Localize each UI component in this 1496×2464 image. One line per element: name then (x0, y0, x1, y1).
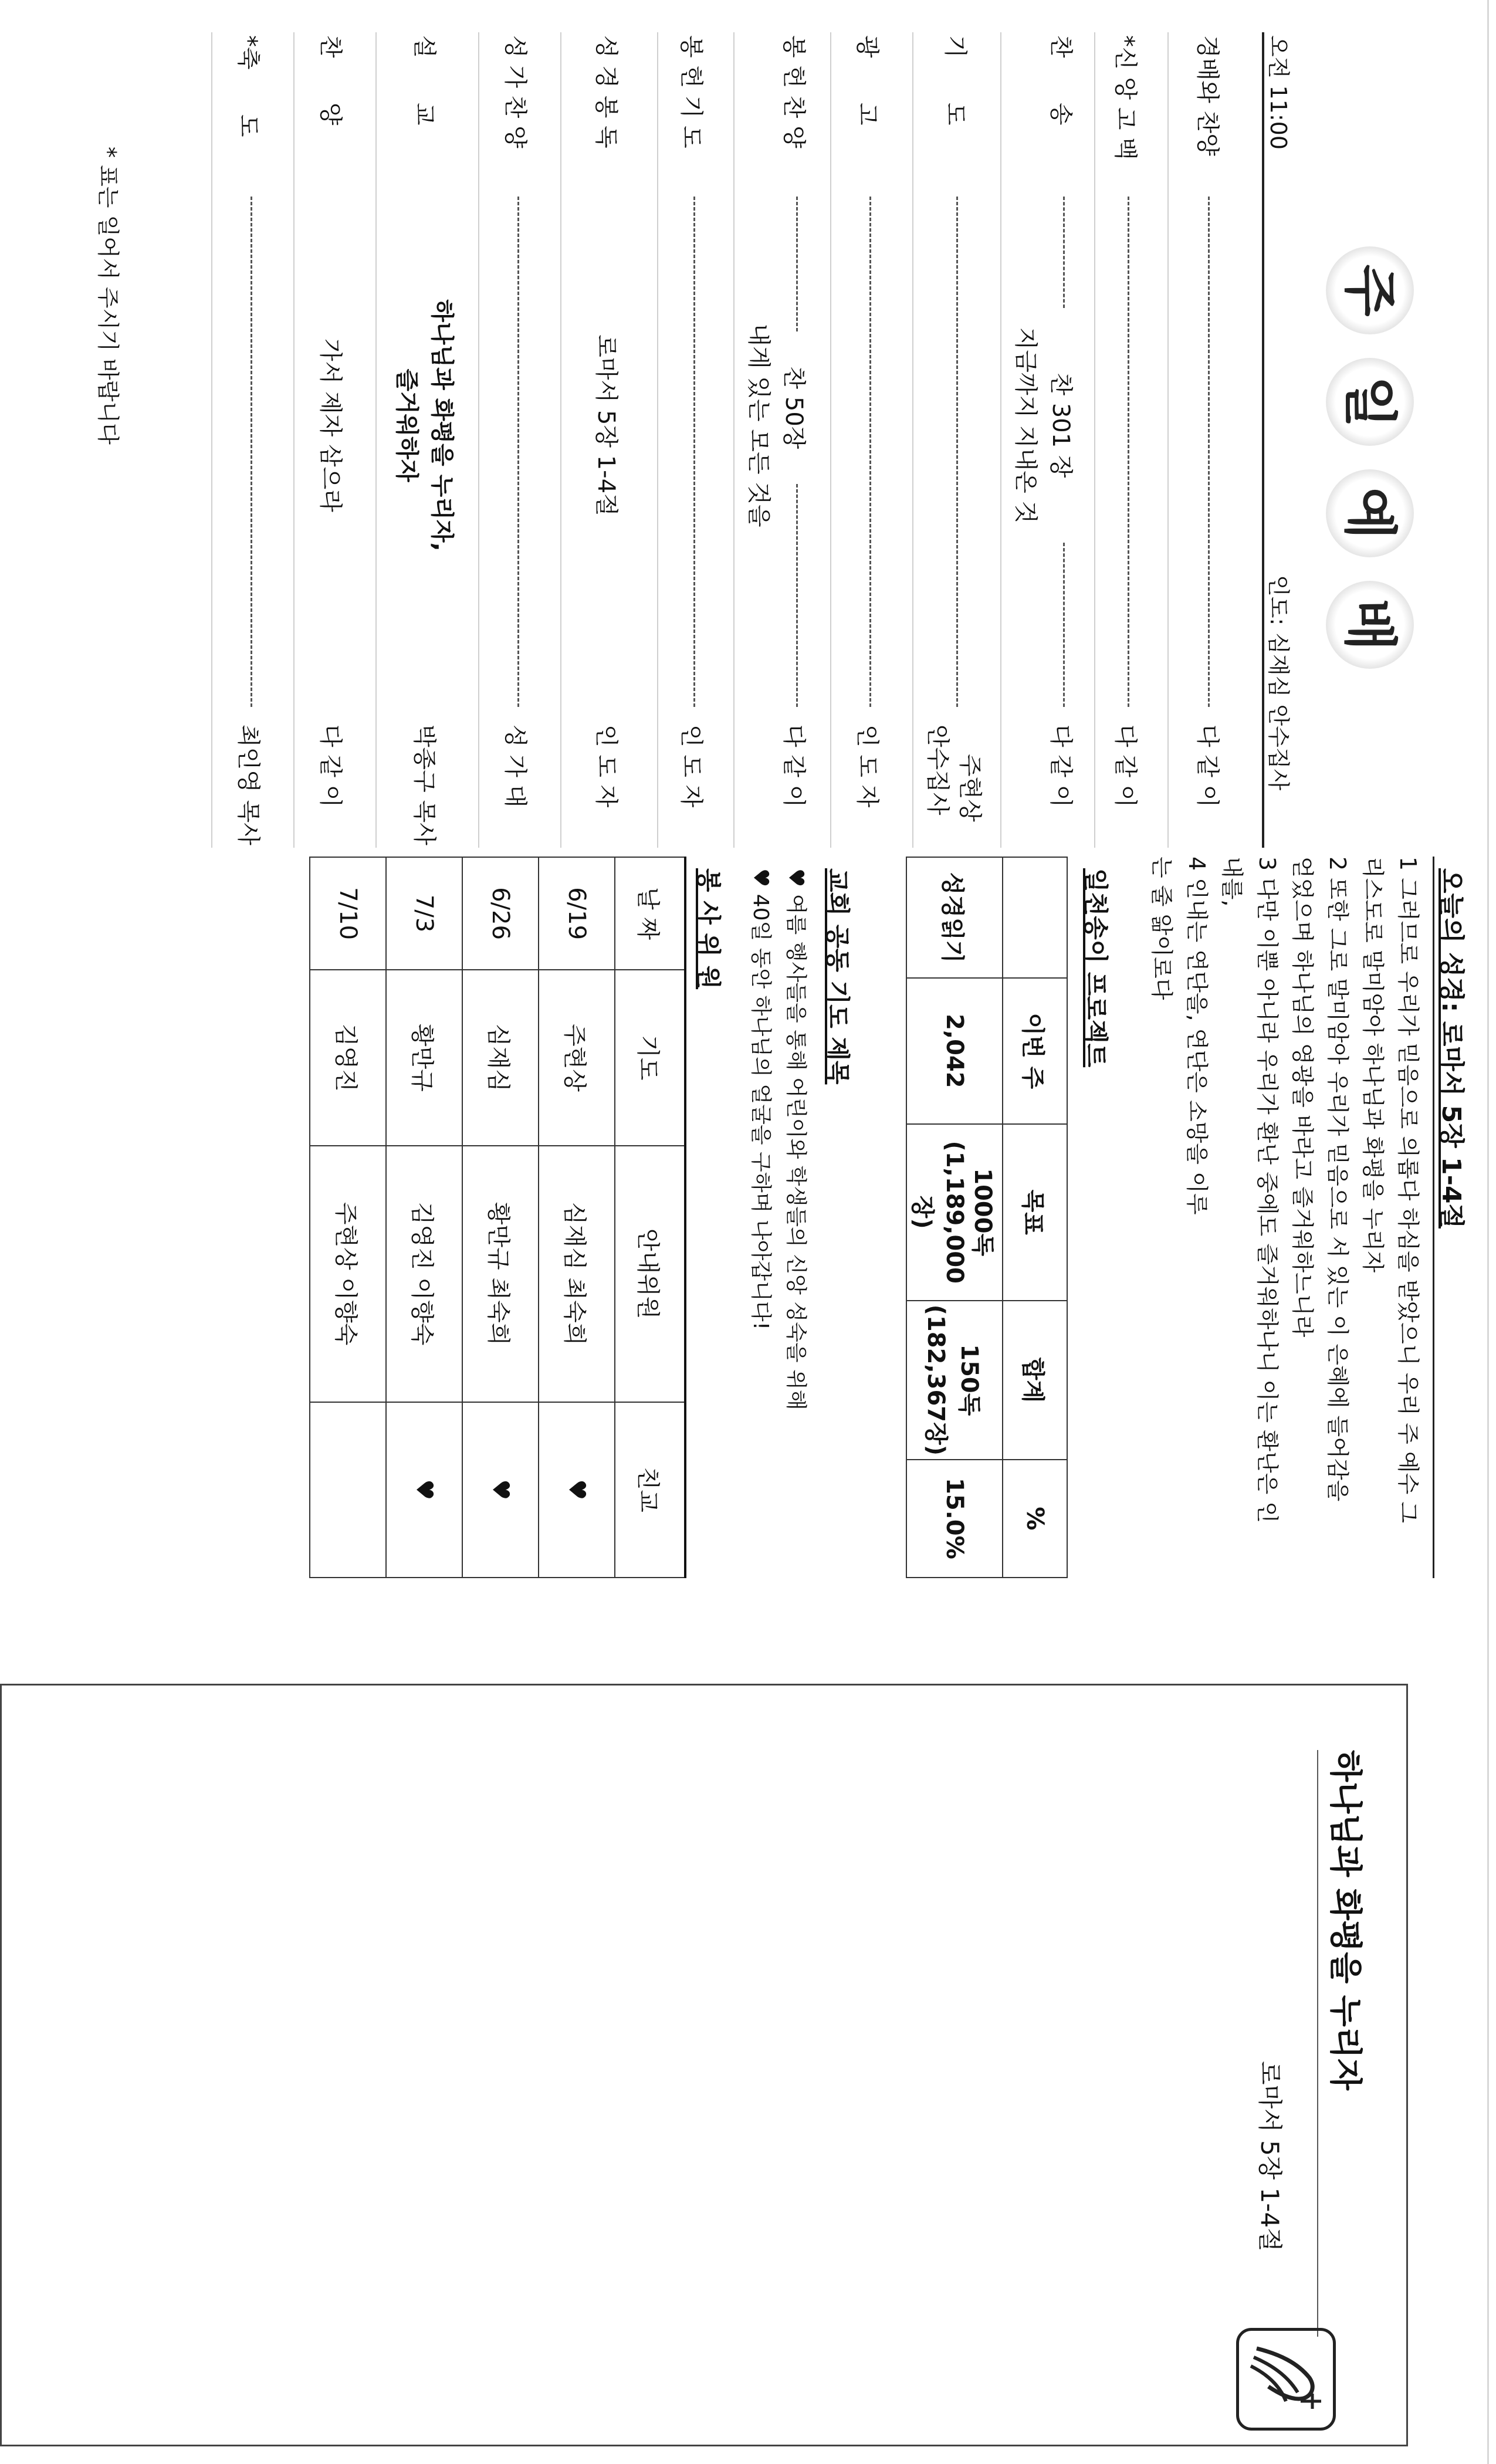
row-divider (211, 32, 212, 848)
order-leader-dash (956, 197, 958, 707)
standing-note: * 표는 일어서 주시기 바랍니다 (95, 147, 121, 445)
hymn-title: 내게 있는 모든 것을 (745, 323, 772, 527)
order-label: 봉 헌 기 도 (678, 35, 705, 148)
project-col-header: % (1003, 1460, 1067, 1578)
service-col-header: 날 짜 (615, 857, 685, 970)
scripture-line: 얻었으며 하나님의 영광을 바라고 즐거워하느니라 (1289, 857, 1315, 1338)
service-fellowship: ♥ (462, 1402, 539, 1578)
worship-order-panel (0, 0, 1496, 845)
order-performer-title: 안수집사 (924, 725, 951, 815)
row-divider (657, 32, 658, 848)
order-top-rule (1262, 32, 1264, 848)
service-date: 6/19 (539, 857, 615, 970)
info-panel (0, 857, 1496, 1584)
service-date: 6/26 (462, 857, 539, 970)
sermon-title-line2: 즐거워하자 (393, 368, 420, 482)
order-performer: 최인영 목사 (235, 725, 262, 845)
back-cover (0, 1684, 1408, 2446)
praying-hands-drawing (1239, 2331, 1333, 2428)
service-fellowship (310, 1402, 386, 1578)
order-performer: 다 같 이 (1047, 725, 1074, 808)
project-header-row (1003, 857, 1067, 1578)
service-time: 오전 11:00 (1265, 35, 1291, 150)
service-row (462, 857, 539, 1578)
service-table (309, 857, 686, 1578)
prayer-item: ♥ 40일 동안 하나님의 얼굴을 구하며 나아갑니다! (749, 868, 773, 1331)
project-header: 일천송이 프로젝트 (1081, 868, 1110, 1068)
row-divider (912, 32, 913, 848)
order-leader-dash (1208, 197, 1210, 707)
project-goal-value: 1000독 (969, 1168, 996, 1257)
back-cover-rule (1317, 1750, 1318, 2337)
project-col-header (1003, 857, 1067, 978)
prayer-item-text: 40일 동안 하나님의 얼굴을 구하며 나아갑니다! (749, 893, 773, 1331)
order-label: *축 도 (235, 35, 262, 137)
service-fellowship: ♥ (386, 1402, 462, 1578)
prayer-item-text: 여름 행사들을 통해 어린이와 학생들의 신앙 성숙을 위해 (784, 893, 808, 1410)
back-cover-scripture: 로마서 5장 1-4절 (1255, 2061, 1284, 2252)
order-row (1167, 32, 1255, 848)
row-divider (1167, 32, 1169, 848)
order-row (733, 32, 830, 848)
order-leader-dash (517, 197, 519, 707)
project-this-week: 2,042 (906, 978, 1003, 1123)
service-date: 7/3 (386, 857, 462, 970)
order-row (657, 32, 733, 848)
scripture-line: 2 또한 그로 말미암아 우리가 믿음으로 서 있는 이 은혜에 들어감을 (1325, 857, 1351, 1502)
order-row (211, 32, 293, 848)
service-usher: 주현상 이향숙 (310, 1146, 386, 1402)
row-divider (1094, 32, 1095, 848)
praise-song: 가서 제자 삼으라 (317, 339, 344, 512)
project-goal-pages: (1,189,000장) (909, 1140, 968, 1284)
project-total-pages: (182,367장) (922, 1304, 949, 1456)
project-percent: 15.0% (906, 1460, 1003, 1578)
hymn-number: 찬 301 장 (1047, 373, 1074, 478)
scripture-line: 1 그러므로 우리가 믿음으로 의롭다 하심을 받았으니 우리 주 예수 그 (1395, 857, 1421, 1524)
order-label: 성 가 찬 양 (502, 35, 529, 148)
order-row (478, 32, 560, 848)
order-label: 찬 양 (317, 35, 344, 126)
order-label: 성 경 봉 독 (593, 35, 620, 148)
project-col-header: 합계 (1003, 1301, 1067, 1460)
project-row-label: 성경읽기 (906, 857, 1003, 978)
scripture-line: 리스도로 말미암아 하나님과 화평을 누리자 (1360, 857, 1386, 1273)
service-row (310, 857, 386, 1578)
order-label: *신 앙 고 백 (1112, 35, 1139, 160)
service-usher: 김영진 이향숙 (386, 1146, 462, 1402)
order-performer: 다 같 이 (780, 725, 807, 808)
service-row (539, 857, 615, 1578)
service-col-header: 안내위원 (615, 1146, 685, 1402)
order-performer: 다 같 이 (1112, 725, 1139, 808)
title-char: 주 (1326, 246, 1414, 334)
row-divider (560, 32, 561, 848)
order-row (912, 32, 1000, 848)
service-usher: 심재심 최숙희 (539, 1146, 615, 1402)
todays-scripture-header: 오늘의 성경: 로마서 5장 1-4절 (1436, 868, 1466, 1229)
order-row (1094, 32, 1167, 848)
row-divider (733, 32, 735, 848)
order-leader-dash (693, 197, 695, 707)
order-leader-dash (796, 484, 798, 707)
project-col-header: 이번 주 (1003, 978, 1067, 1123)
service-header-row (615, 857, 685, 1578)
order-label: 경배와 찬양 (1194, 35, 1221, 156)
order-leader-dash (796, 197, 798, 331)
order-row (293, 32, 375, 848)
worship-title (1326, 246, 1414, 669)
order-performer: 다 같 이 (1194, 725, 1221, 808)
order-leader-dash (1063, 543, 1065, 707)
project-row (906, 857, 1003, 1578)
project-table (906, 857, 1068, 1578)
service-prayer: 황만규 (386, 970, 462, 1145)
title-char: 배 (1326, 581, 1414, 669)
order-leader-dash (1128, 197, 1129, 707)
project-goal (906, 1124, 1003, 1301)
service-prayer: 주현상 (539, 970, 615, 1145)
prayer-header: 교회 공동 기도 제목 (823, 868, 852, 1085)
row-divider (1000, 32, 1001, 848)
order-label: 기 도 (942, 35, 969, 126)
scripture-line: 4 인내는 연단을, 연단은 소망을 이루 (1184, 857, 1210, 1215)
project-total (906, 1301, 1003, 1460)
service-prayer: 심재심 (462, 970, 539, 1145)
title-char: 예 (1326, 469, 1414, 557)
scripture-line: 는 줄 앎이로다 (1149, 857, 1175, 1000)
project-col-header: 목표 (1003, 1124, 1067, 1301)
order-row (830, 32, 912, 848)
project-total-value: 150독 (956, 1344, 983, 1416)
prayer-item: ♥ 여름 행사들을 통해 어린이와 학생들의 신앙 성숙을 위해 (784, 868, 808, 1410)
back-cover-title: 하나님과 화평을 누리자 (1326, 1750, 1364, 2090)
sermon-title: 하나님과 화평을 누리자, (428, 299, 455, 551)
order-row (375, 32, 478, 848)
order-performer: 다 같 이 (317, 725, 344, 808)
order-leader-dash (1063, 197, 1065, 308)
order-label: 설 교 (411, 35, 438, 126)
order-performer: 성 가 대 (502, 725, 529, 808)
row-divider (830, 32, 831, 848)
order-row (1000, 32, 1094, 848)
scripture-rule (1433, 857, 1434, 1578)
hymn-title: 지금까지 지내온 것 (1012, 327, 1039, 524)
order-performer: 인 도 자 (593, 725, 620, 808)
row-divider (293, 32, 295, 848)
scripture-reading: 로마서 5장 1-4절 (593, 334, 620, 516)
order-leader-dash (251, 197, 252, 707)
order-row (560, 32, 657, 848)
service-date: 7/10 (310, 857, 386, 970)
order-performer: 인 도 자 (854, 725, 881, 808)
scripture-line: 내를, (1219, 857, 1245, 907)
order-label: 봉 헌 찬 양 (780, 35, 807, 148)
service-prayer: 김영진 (310, 970, 386, 1145)
scripture-line: 3 다만 이뿐 아니라 우리가 환난 중에도 즐거워하나니 이는 환난은 인 (1254, 857, 1280, 1524)
order-performer: 인 도 자 (678, 725, 705, 808)
title-char: 일 (1326, 358, 1414, 446)
service-fellowship: ♥ (539, 1402, 615, 1578)
row-divider (375, 32, 377, 848)
row-divider (478, 32, 479, 848)
hymn-number: 찬 50장 (780, 366, 807, 449)
order-performer: 박종구 목사 (411, 725, 438, 845)
service-usher: 황만규 최숙희 (462, 1146, 539, 1402)
order-label: 찬 송 (1047, 35, 1074, 126)
service-row (386, 857, 462, 1578)
service-col-header: 친교 (615, 1402, 685, 1578)
order-leader-dash (869, 197, 871, 707)
order-label: 광 고 (854, 35, 881, 126)
praying-hands-icon (1236, 2328, 1336, 2431)
service-col-header: 기도 (615, 970, 685, 1145)
service-leader: 인도: 심재심 안수집사 (1265, 575, 1291, 791)
service-header: 봉 사 위 원 (694, 868, 723, 990)
order-performer: 주현상 (956, 754, 983, 822)
